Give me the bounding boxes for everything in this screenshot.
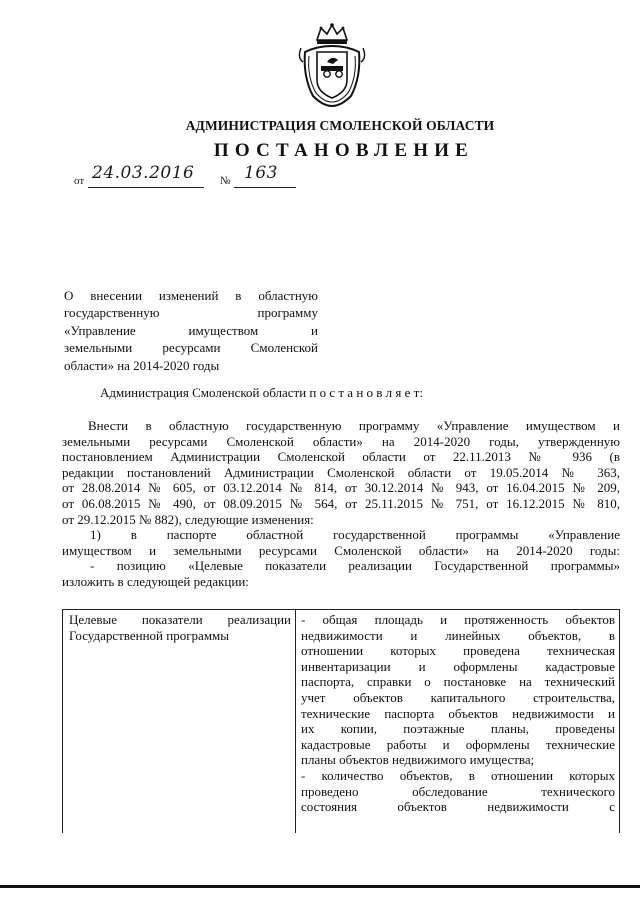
body-line: Внести в областную государственную программу «Управление имуществом и — [88, 418, 620, 433]
body-line: от 06.08.2015 № 490, от 08.09.2015 № 564, от 25.11.2015 № 751, от 16.12.2015 № 810, — [62, 495, 620, 511]
subject-block — [64, 287, 318, 374]
body-line: от 28.08.2014 № 605, от 03.12.2014 № 814, от 30.12.2014 № 943, от 16.04.2015 № 209, — [62, 480, 620, 496]
table-right-line: недвижимости и линейных объектов, в — [301, 627, 615, 643]
page-bottom-edge — [0, 885, 640, 888]
document-type-title: ПОСТАНОВЛЕНИЕ — [213, 140, 475, 161]
smolensk-coat-of-arms-icon — [297, 22, 367, 108]
subject-line: государственную программу — [64, 305, 318, 321]
table-right-line: учет объектов капитального строительства, — [301, 689, 615, 705]
body-line: земельными ресурсами Смоленской области» на 2014-2020 годы, утвержденную — [62, 433, 620, 449]
handwritten-number: 163 — [244, 163, 278, 183]
table-right-line: инвентаризации и оформлены кадастровые — [301, 658, 615, 674]
body-line: изложить в следующей редакции: — [62, 573, 249, 589]
table-right-line: паспорта, справки о постановке на технический — [301, 674, 615, 690]
number-underline — [234, 187, 296, 188]
body-text — [62, 418, 620, 590]
table-right-line: их копии, поэтажные планы, проведены — [301, 721, 615, 737]
subject-line: О внесении изменений в областную — [64, 288, 318, 303]
table-right-line: технические паспорта объектов недвижимости и — [301, 705, 615, 721]
body-line: постановлением Администрации Смоленской области от 22.11.2013 № 936 (в — [62, 449, 620, 465]
body-line: - позицию «Целевые показатели реализации Государственной программы» — [90, 558, 620, 574]
date-prefix: от — [74, 175, 85, 187]
subject-line: области» на 2014-2020 годы — [64, 357, 220, 373]
organization-name: АДМИНИСТРАЦИЯ СМОЛЕНСКОЙ ОБЛАСТИ — [185, 118, 495, 133]
body-line: 1) в паспорте областной государственной программы «Управление — [90, 527, 620, 543]
handwritten-date: 24.03.2016 — [92, 163, 195, 183]
subject-line: земельными ресурсами Смоленской — [64, 340, 318, 356]
decree-statement: Администрация Смоленской области п о с т а н о в л я е т: — [100, 385, 423, 400]
program-indicators-table — [62, 609, 620, 833]
body-line: редакции постановлений Администрации Смоленской области от 19.05.2014 № 363, — [62, 464, 620, 480]
table-right-line: отношении которых проведена техническая — [301, 643, 615, 659]
table-left-line: Государственной программы — [69, 627, 230, 643]
table-right-line: кадастровые работы и оформлены технические — [301, 736, 615, 752]
body-line: от 29.12.2015 № 882), следующие изменения: — [62, 511, 314, 527]
number-prefix: № — [220, 175, 231, 187]
table-left-cell — [69, 612, 291, 643]
table-right-cell — [301, 612, 615, 815]
subject-line: «Управление имуществом и — [64, 322, 318, 338]
table-right-line: состояния объектов недвижимости с — [301, 799, 615, 815]
date-number-line — [74, 163, 334, 189]
table-column-divider — [295, 610, 296, 833]
table-right-line: проведено обследование технического — [301, 783, 615, 799]
table-right-line: - общая площадь и протяженность объектов — [301, 612, 615, 627]
table-right-line: - количество объектов, в отношении которых — [301, 767, 615, 783]
date-underline — [88, 187, 204, 188]
table-left-line: Целевые показатели реализации — [69, 612, 291, 627]
body-line: имуществом и земельными ресурсами Смоленской области» на 2014-2020 годы: — [62, 542, 620, 558]
table-right-line: планы объектов недвижимого имущества; — [301, 752, 535, 768]
